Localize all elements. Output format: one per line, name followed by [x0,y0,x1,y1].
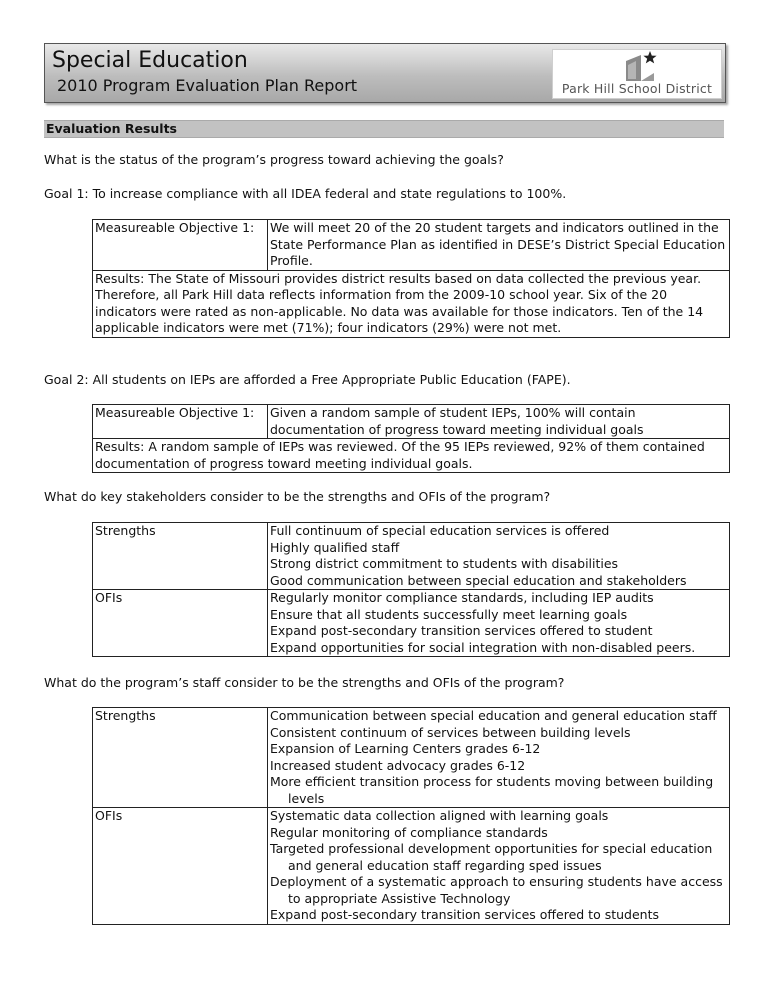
section-title: Evaluation Results [46,121,177,136]
list-item: Regular monitoring of compliance standards [270,824,548,840]
goal1-results: Results: The State of Missouri provides district results based on data collected the previous year. Therefore, all Park Hill data reflects information from the 2009-10 school year. Six of the 20 indicators were rated as non-applicable. No data was available for those indicators. Ten of the 14 applicable indicators were met (71%); four indicators (29%) were not met. [93,270,730,337]
list-item: Ensure that all students successfully meet learning goals [270,606,628,622]
list-item: Deployment of a systematic approach to ensuring students have access to appropriate Assistive Technology [270,874,723,906]
list-item: Expansion of Learning Centers grades 6-12 [270,741,541,756]
list-item: Regularly monitor compliance standards, including IEP audits [270,590,654,605]
list-item: Consistent continuum of services between building levels [270,724,631,740]
goal2-results: Results: A random sample of IEPs was reviewed. Of the 95 IEPs reviewed, 92% of them contained documentation of progress toward meeting individual goals. [93,439,730,473]
list-item: More efficient transition process for students moving between building levels [270,774,714,806]
question-stakeholders: What do key stakeholders consider to be the strengths and OFIs of the program? [44,489,551,504]
goal1-objective-text: We will meet 20 of the 20 student targets and indicators outlined in the State Performance Plan as identified in DESE’s District Special Education Profile. [268,220,730,271]
staff-strengths-list [268,708,730,808]
section-heading-bar [44,120,724,138]
list-item: Good communication between special education and stakeholders [270,572,687,588]
stakeholders-ofis-label: OFIs [93,590,268,657]
list-item: Strong district commitment to students with disabilities [270,556,619,571]
list-item: Expand post-secondary transition services offered to students [270,907,659,922]
stakeholders-strengths-label: Strengths [93,523,268,590]
list-item: Full continuum of special education services is offered [270,523,610,538]
list-item: Communication between special education and general education staff [270,708,717,723]
list-item: Expand post-secondary transition services offered to student [270,623,653,638]
question-progress: What is the status of the program’s progress toward achieving the goals? [44,152,504,167]
stakeholders-strengths-list [268,523,730,590]
goal2-heading: Goal 2: All students on IEPs are afforded a Free Appropriate Public Education (FAPE). [44,372,571,387]
stakeholders-table [92,522,730,657]
report-header-banner [44,43,726,103]
list-item: Targeted professional development opportunities for special education and general education staff regarding sped issues [270,841,713,873]
goal1-objective-label: Measureable Objective 1: [93,220,268,271]
staff-table [92,707,730,925]
list-item: Expand opportunities for social integration with non-disabled peers. [270,639,696,655]
goal1-table [92,219,730,338]
stakeholders-ofis-list [268,590,730,657]
district-star-logo-icon [624,51,658,81]
staff-strengths-label: Strengths [93,708,268,808]
report-title: Special Education [52,48,248,73]
goal1-heading: Goal 1: To increase compliance with all IDEA federal and state regulations to 100%. [44,186,567,201]
goal2-objective-text: Given a random sample of student IEPs, 100% will contain documentation of progress toward meeting individual goals [268,405,730,439]
list-item: Systematic data collection aligned with learning goals [270,808,609,823]
list-item: Increased student advocacy grades 6-12 [270,757,526,773]
staff-ofis-list [268,808,730,925]
district-name: Park Hill School District [561,81,713,96]
staff-ofis-label: OFIs [93,808,268,925]
goal2-table [92,404,730,473]
district-logo [552,49,722,99]
goal2-objective-label: Measureable Objective 1: [93,405,268,439]
question-staff: What do the program’s staff consider to be the strengths and OFIs of the program? [44,675,565,690]
report-subtitle: 2010 Program Evaluation Plan Report [57,76,358,95]
list-item: Highly qualified staff [270,539,400,555]
